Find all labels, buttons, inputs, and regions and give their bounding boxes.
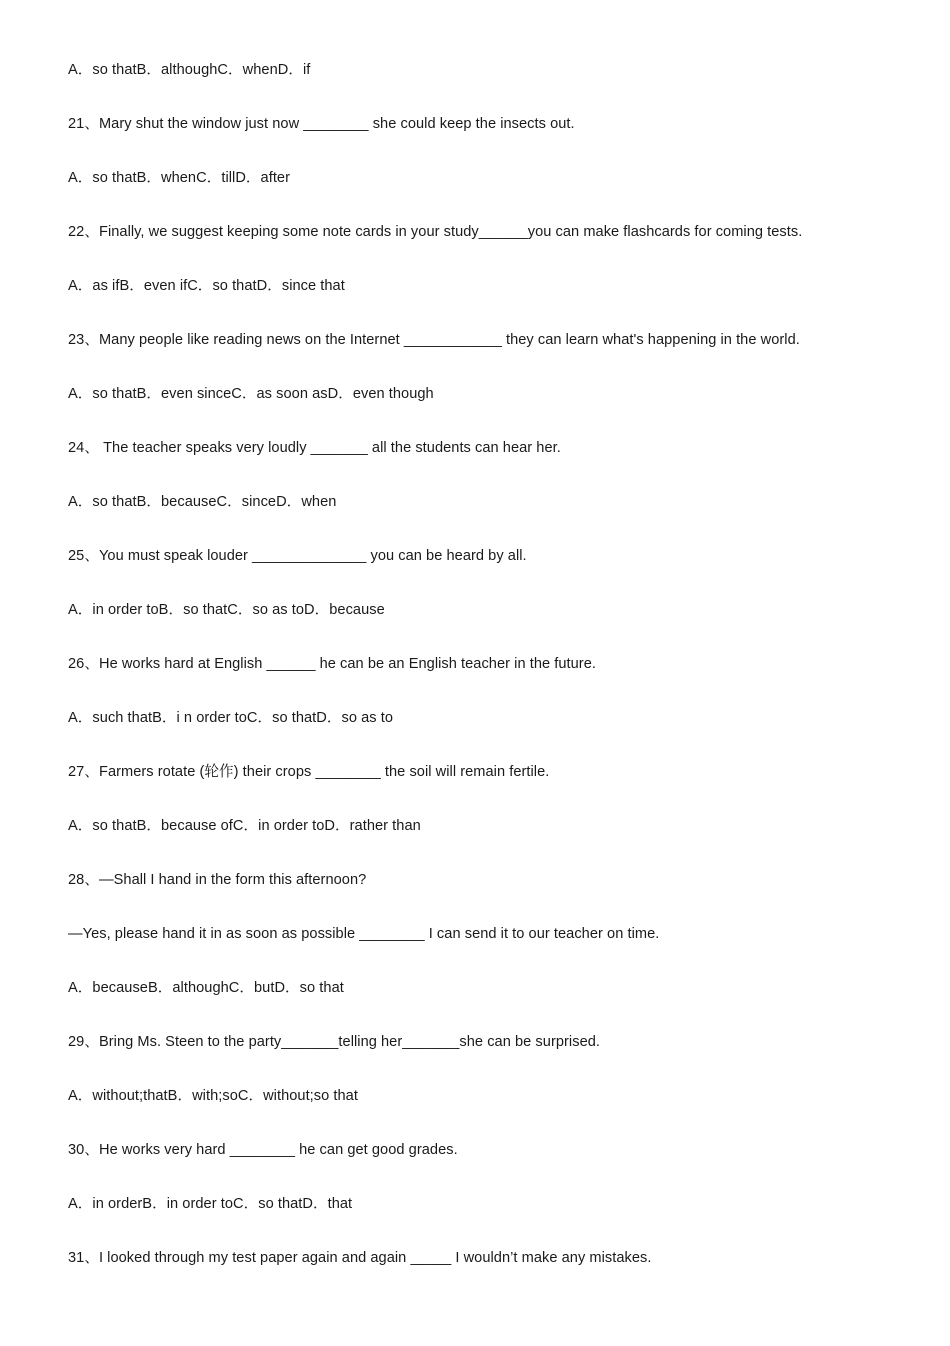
question-26-options: A．such thatB．i n order toC．so thatD．so as to xyxy=(68,710,394,726)
question-27-stem: 27、Farmers rotate (轮作) their crops ________ the soil will remain fertile. xyxy=(68,764,550,780)
question-29-stem: 29、Bring Ms. Steen to the party_______telling her_______she can be surprised. xyxy=(68,1034,601,1050)
question-22-options: A．as ifB．even ifC．so thatD．since that xyxy=(68,278,345,294)
question-28-stem-reply: —Yes, please hand it in as soon as possible ________ I can send it to our teacher on time. xyxy=(68,926,660,942)
question-25-options: A．in order toB．so thatC．so as toD．because xyxy=(68,602,385,618)
question-30-stem: 30、He works very hard ________ he can get good grades. xyxy=(68,1142,458,1158)
question-22-stem: 22、Finally, we suggest keeping some note cards in your study______you can make flashcards for coming tests. xyxy=(68,224,803,240)
question-30-options: A．in orderB．in order toC．so thatD．that xyxy=(68,1196,353,1212)
question-31-stem: 31、I looked through my test paper again and again _____ I wouldn’t make any mistakes. xyxy=(68,1250,652,1266)
question-24-options: A．so thatB．becauseC．sinceD．when xyxy=(68,494,337,510)
question-29-options: A．without;thatB．with;soC．without;so that xyxy=(68,1088,358,1104)
question-28-options: A．becauseB．althoughC．butD．so that xyxy=(68,980,344,996)
question-26-stem: 26、He works hard at English ______ he can be an English teacher in the future. xyxy=(68,656,596,672)
question-23-stem: 23、Many people like reading news on the Internet ____________ they can learn what's happening in the world. xyxy=(68,332,800,348)
question-21-stem: 21、Mary shut the window just now ________ she could keep the insects out. xyxy=(68,116,575,132)
question-25-stem: 25、You must speak louder ______________ you can be heard by all. xyxy=(68,548,527,564)
question-24-stem: 24、 The teacher speaks very loudly _______ all the students can hear her. xyxy=(68,440,561,456)
question-21-options: A．so thatB．whenC．tillD．after xyxy=(68,170,291,186)
question-23-options: A．so thatB．even sinceC．as soon asD．even though xyxy=(68,386,434,402)
question-28-stem: 28、—Shall I hand in the form this afternoon? xyxy=(68,872,367,888)
question-20-options: A．so thatB．althoughC．whenD．if xyxy=(68,62,311,78)
question-27-options: A．so thatB．because ofC．in order toD．rather than xyxy=(68,818,421,834)
